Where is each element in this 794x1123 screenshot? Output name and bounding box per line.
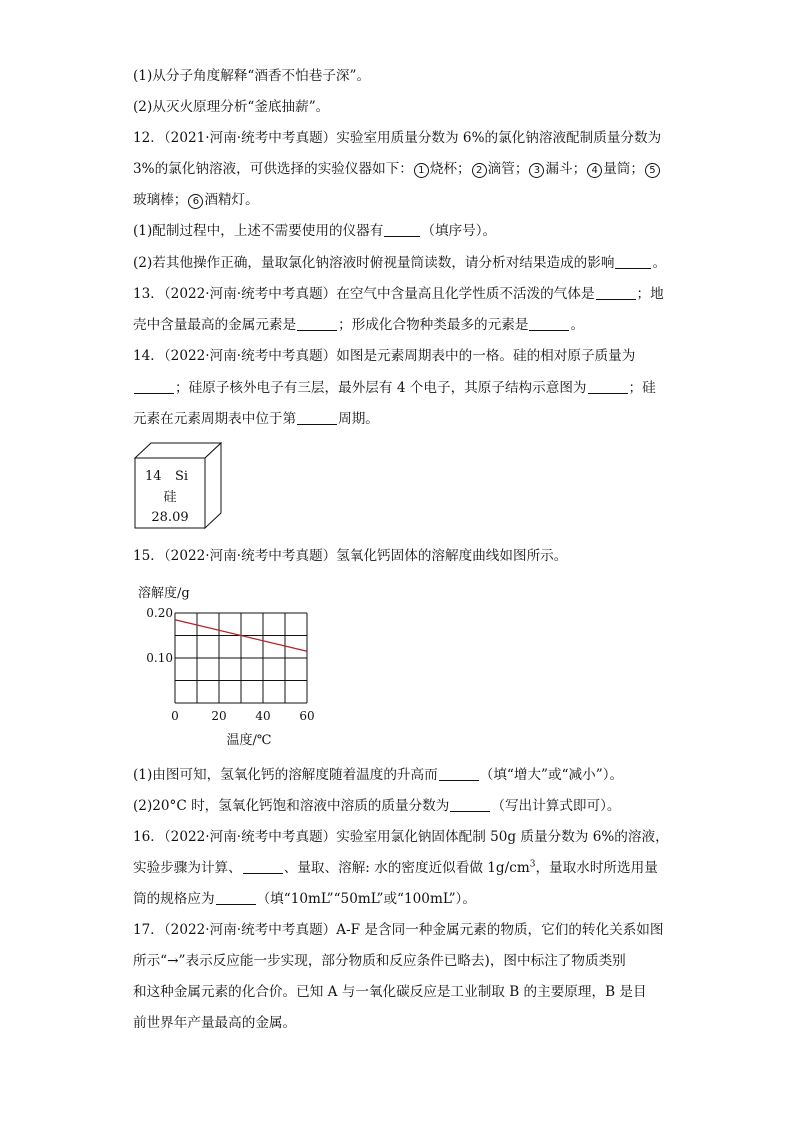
circled-1-icon: 1	[414, 163, 429, 178]
atomic-number: 14	[145, 469, 162, 484]
y-tick-label: 0.20	[146, 606, 173, 620]
q14-line1: 14．（2022·河南·统考中考真题）如图是元素周期表中的一格。硅的相对原子质量为	[133, 348, 636, 364]
circled-3-icon: 3	[529, 163, 544, 178]
q14-line2-text: ；硅原子核外电子有三层，最外层有 4 个电子，其原子结构示意图为	[175, 380, 587, 396]
x-tick-label: 40	[255, 709, 271, 723]
answer-blank[interactable]	[529, 316, 569, 331]
q16-line2	[133, 858, 658, 878]
circled-2-icon: 2	[472, 163, 487, 178]
q16-line2-text: 实验步骤为计算、	[133, 860, 242, 876]
answer-blank[interactable]	[439, 766, 479, 781]
instrument-label: 量筒；	[603, 161, 644, 177]
q15-sub2-hint: （写出计算式即可）。	[491, 798, 621, 814]
cell-side-face	[205, 443, 221, 528]
element-symbol: Si	[175, 469, 189, 484]
answer-blank[interactable]	[615, 254, 651, 269]
q12-line1: 12．（2021·河南·统考中考真题）实验室用质量分数为 6%的氯化钠溶液配制质量分数为	[133, 130, 662, 146]
y-tick-label: 0.10	[146, 651, 173, 665]
answer-blank[interactable]	[588, 379, 628, 394]
answer-blank[interactable]	[384, 222, 420, 237]
q15-line1: 15．（2022·河南·统考中考真题）氢氧化钙固体的溶解度曲线如图所示。	[133, 548, 568, 564]
q12-sub2-end: 。	[652, 255, 667, 271]
answer-blank[interactable]	[297, 410, 337, 425]
q12-line2	[133, 159, 661, 179]
q13-line1	[133, 284, 664, 304]
q11-sub2: (2)从灭火原理分析“釜底抽薪”。	[133, 99, 330, 115]
atomic-mass: 28.09	[151, 510, 189, 525]
q16-line3-hint: （填“10mL”“50mL”或“100mL”）。	[256, 891, 476, 907]
x-ticks	[171, 709, 314, 723]
q16-line3-text: 筒的规格应为	[133, 891, 215, 907]
x-tick-label: 60	[299, 709, 315, 723]
instrument-label: 滴管；	[487, 161, 529, 177]
q16-line1: 16．（2022·河南·统考中考真题）实验室用氯化钠固体配制 50g 质量分数为 6%的溶液，	[133, 829, 669, 845]
q13-line2-mid: ；形成化合物种类最多的元素是	[338, 317, 529, 333]
answer-blank[interactable]	[216, 890, 256, 905]
q11-sub1: (1)从分子角度解释“酒香不怕巷子深”。	[133, 68, 371, 84]
answer-blank[interactable]	[596, 285, 636, 300]
q15-sub2	[133, 796, 621, 816]
element-name: 硅	[163, 490, 177, 505]
q16-line3	[133, 889, 476, 909]
q13-line1-text: 13．（2022·河南·统考中考真题）在空气中含量高且化学性质不活泼的气体是	[133, 286, 595, 302]
q17-line3: 和这种金属元素的化合价。已知 A 与一氧化碳反应是工业制取 B 的主要原理，B 是目	[133, 984, 647, 1000]
instrument-label: 烧杯；	[429, 161, 471, 177]
q12-sub2-text: (2)若其他操作正确，量取氯化钠溶液时俯视量筒读数，请分析对结果造成的影响	[133, 255, 615, 271]
q14-line3-text: 元素在元素周期表中位于第	[133, 411, 297, 427]
x-axis-label: 温度/℃	[226, 733, 272, 748]
q17-line1: 17．（2022·河南·统考中考真题）A-F 是含同一种金属元素的物质，它们的转化关系如图	[133, 922, 664, 938]
answer-blank[interactable]	[134, 379, 174, 394]
q12-sub1-hint: （填序号）。	[421, 223, 497, 239]
q17-line2: 所示“→”表示反应能一步实现，部分物质和反应条件已略去)，图中标注了物质类别	[133, 953, 626, 969]
q14-line2	[133, 378, 656, 398]
q13-line1-end: ；地	[636, 286, 664, 302]
q12-line3	[133, 190, 259, 210]
q14-line3	[133, 409, 379, 429]
q12-sub1-text: (1)配制过程中，上述不需要使用的仪器有	[133, 223, 384, 239]
answer-blank[interactable]	[243, 859, 283, 874]
q13-line2	[133, 315, 584, 335]
q13-line2-end: 。	[570, 317, 585, 333]
instrument-label: 玻璃棒；	[133, 192, 188, 208]
circled-5-icon: 5	[645, 163, 660, 178]
chart-grid	[175, 613, 307, 703]
instrument-label: 漏斗；	[545, 161, 587, 177]
q15-sub1-text: (1)由图可知，氢氧化钙的溶解度随着温度的升高而	[133, 767, 438, 783]
superscript-3: 3	[529, 859, 536, 870]
x-tick-label: 0	[171, 709, 179, 723]
q14-line2-end: ；硅	[628, 380, 656, 396]
periodic-table-cell	[133, 440, 225, 532]
q16-line2-end: ，量取水时所选用量	[535, 860, 658, 876]
circled-4-icon: 4	[587, 163, 602, 178]
q14-line3-end: 周期。	[338, 411, 379, 427]
q12-sub1	[133, 221, 496, 241]
answer-blank[interactable]	[297, 316, 337, 331]
q16-line2-mid: 、量取、溶解: 水的密度近似看做 1g/cm	[283, 860, 530, 876]
circled-6-icon: 6	[188, 194, 203, 209]
y-ticks	[146, 606, 173, 665]
instrument-label: 酒精灯。	[204, 192, 259, 208]
q12-sub2	[133, 253, 666, 273]
y-axis-label: 溶解度/g	[138, 586, 190, 601]
q12-line2-text: 3%的氯化钠溶液，可供选择的实验仪器如下：	[133, 161, 413, 177]
x-tick-label: 20	[211, 709, 227, 723]
q17-line4: 前世界年产量最高的金属。	[133, 1015, 297, 1031]
answer-blank[interactable]	[450, 797, 490, 812]
q15-sub1	[133, 765, 623, 785]
q15-sub1-hint: （填“增大”或“减小”）。	[479, 767, 624, 783]
q13-line2-text: 壳中含量最高的金属元素是	[133, 317, 297, 333]
solubility-chart	[133, 578, 333, 750]
q15-sub2-text: (2)20°C 时，氢氧化钙饱和溶液中溶质的质量分数为	[133, 798, 450, 814]
